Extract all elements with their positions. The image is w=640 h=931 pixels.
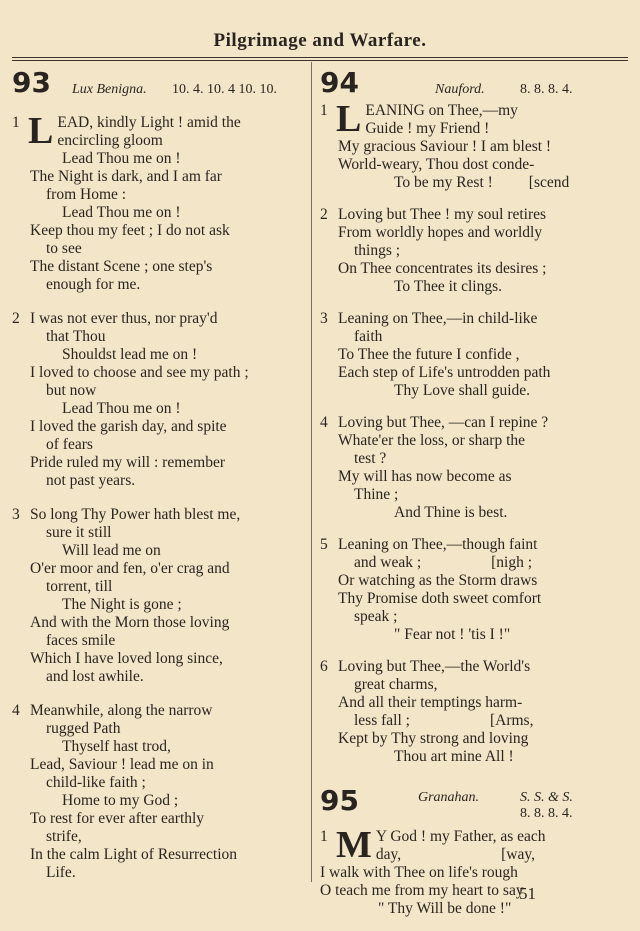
verse-line: And all their temptings harm-	[338, 694, 523, 711]
verse-line: " Fear not ! 'tis I !"	[394, 626, 511, 643]
verse-line: Which I have loved long since,	[30, 650, 223, 667]
verse-line: not past years.	[46, 472, 136, 489]
verse-line: Guide ! my Friend !	[365, 120, 490, 137]
verse-number: 1	[320, 102, 328, 119]
hymn-number: 93	[12, 66, 51, 99]
verse-line: Meanwhile, along the narrow	[30, 702, 213, 719]
verse-line: Pride ruled my will : remember	[30, 454, 225, 471]
header-rule-secondary	[12, 60, 628, 61]
verse-line: and weak ; [nigh ;	[354, 554, 533, 571]
meter: 8. 8. 8. 4.	[520, 806, 573, 821]
verse-line: Thyself hast trod,	[62, 738, 171, 755]
verse-line: So long Thy Power hath blest me,	[30, 506, 241, 523]
verse-94-2	[320, 206, 610, 296]
verse-line: Will lead me on	[62, 542, 161, 559]
meter: 8. 8. 8. 4.	[520, 82, 573, 97]
tune-name: Lux Benigna.	[72, 82, 147, 97]
verse-line: O'er moor and fen, o'er crag and	[30, 560, 230, 577]
verse-line: enough for me.	[46, 276, 141, 293]
verse-line: To Thee it clings.	[394, 278, 502, 295]
verse-line: less fall ; [Arms,	[354, 712, 534, 729]
verse-93-1	[12, 110, 300, 294]
meter: S. S. & S.	[520, 790, 573, 805]
verse-line: Y God ! my Father, as each	[375, 828, 546, 845]
verse-line: " Thy Will be done !"	[378, 900, 512, 917]
verse-line: to see	[46, 240, 82, 257]
verse-line: And with the Morn those loving	[30, 614, 230, 631]
header-rule	[12, 57, 628, 58]
verse-94-4	[320, 414, 610, 522]
hymn-94-heading	[320, 66, 610, 100]
verse-94-1	[320, 98, 610, 192]
verse-line: Lead Thou me on !	[62, 150, 181, 167]
verse-line: World-weary, Thou dost conde-	[338, 156, 535, 173]
verse-line: In the calm Light of Resurrection	[30, 846, 238, 863]
verse-line: Lead Thou me on !	[62, 400, 181, 417]
verse-line: The distant Scene ; one step's	[30, 258, 213, 275]
verse-line: day, [way,	[375, 846, 535, 863]
verse-line: faces smile	[46, 632, 116, 649]
verse-line: Thou art mine All !	[394, 748, 514, 765]
verse-line: My will has now become as	[338, 468, 512, 485]
verse-line: child-like faith ;	[46, 774, 146, 791]
verse-line: To Thee the future I confide ,	[338, 346, 520, 363]
verse-line: faith	[354, 328, 383, 345]
verse-line: Kept by Thy strong and loving	[338, 730, 529, 747]
verse-line: Loving but Thee ! my soul retires	[338, 206, 547, 223]
right-column	[320, 66, 610, 918]
verse-line: of fears	[46, 436, 93, 453]
verse-line: I loved to choose and see my path ;	[30, 364, 249, 381]
tune-name: Granahan.	[418, 790, 480, 805]
verse-line: strife,	[46, 828, 82, 845]
verse-line: test ?	[354, 450, 387, 467]
column-divider	[311, 62, 312, 882]
page-number: 51	[519, 884, 536, 903]
verse-line: Keep thou my feet ; I do not ask	[30, 222, 230, 239]
verse-line: Each step of Life's untrodden path	[338, 364, 551, 381]
verse-line: Thine ;	[354, 486, 399, 503]
verse-line: O teach me from my heart to say	[320, 882, 524, 899]
verse-line: I was not ever thus, nor pray'd	[30, 310, 218, 327]
verse-93-2	[12, 310, 300, 490]
verse-number: 2	[320, 206, 328, 223]
verse-line: To be my Rest ! [scend	[394, 174, 570, 191]
verse-number: 1	[320, 828, 328, 845]
verse-line: Leaning on Thee,—though faint	[338, 536, 538, 553]
verse-94-5	[320, 536, 610, 644]
verse-number: 4	[12, 702, 20, 719]
left-column	[12, 66, 300, 882]
drop-cap: L	[28, 110, 54, 152]
hymn-95-heading	[320, 784, 610, 824]
hymn-number: 95	[320, 784, 359, 817]
verse-line: that Thou	[46, 328, 106, 345]
verse-line: and lost awhile.	[46, 668, 144, 685]
verse-number: 5	[320, 536, 328, 553]
verse-line: Lead Thou me on !	[62, 204, 181, 221]
page-header: Pilgrimage and Warfare.	[213, 30, 427, 51]
verse-line: Shouldst lead me on !	[62, 346, 198, 363]
verse-line: Loving but Thee,—the World's	[338, 658, 531, 675]
hymn-number: 94	[320, 66, 359, 99]
verse-line: To rest for ever after earthly	[30, 810, 205, 827]
verse-94-6	[320, 658, 610, 766]
verse-94-3	[320, 310, 610, 400]
verse-93-3	[12, 506, 300, 686]
verse-number: 6	[320, 658, 328, 675]
tune-name: Nauford.	[435, 82, 485, 97]
verse-line: The Night is dark, and I am far	[30, 168, 222, 185]
verse-line: Leaning on Thee,—in child-like	[338, 310, 538, 327]
verse-line: Home to my God ;	[62, 792, 179, 809]
verse-line: My gracious Saviour ! I am blest !	[338, 138, 552, 155]
verse-line: Thy Promise doth sweet comfort	[338, 590, 542, 607]
verse-number: 3	[320, 310, 328, 327]
verse-line: On Thee concentrates its desires ;	[338, 260, 547, 277]
verse-line: things ;	[354, 242, 401, 259]
verse-line: Life.	[46, 864, 76, 881]
verse-line: from Home :	[46, 186, 127, 203]
verse-line: EAD, kindly Light ! amid the	[57, 114, 241, 131]
verse-line: encircling gloom	[57, 132, 163, 149]
verse-line: great charms,	[354, 676, 438, 693]
verse-line: speak ;	[354, 608, 398, 625]
drop-cap: L	[336, 98, 362, 140]
verse-line: but now	[46, 382, 97, 399]
verse-line: Thy Love shall guide.	[394, 382, 531, 399]
verse-line: sure it still	[46, 524, 112, 541]
drop-cap: M	[336, 824, 372, 866]
verse-line: torrent, till	[46, 578, 113, 595]
verse-line: And Thine is best.	[394, 504, 508, 521]
verse-line: rugged Path	[46, 720, 121, 737]
hymn-93-heading	[12, 66, 300, 100]
meter: 10. 4. 10. 4 10. 10.	[172, 82, 277, 97]
verse-line: The Night is gone ;	[62, 596, 182, 613]
verse-line: Or watching as the Storm draws	[338, 572, 538, 589]
verse-93-4	[12, 702, 300, 882]
verse-95-1	[320, 824, 610, 918]
verse-line: Whate'er the loss, or sharp the	[338, 432, 526, 449]
verse-line: Lead, Saviour ! lead me on in	[30, 756, 214, 773]
verse-number: 2	[12, 310, 20, 327]
verse-line: Loving but Thee, —can I repine ?	[338, 414, 549, 431]
verse-line: I loved the garish day, and spite	[30, 418, 227, 435]
verse-number: 1	[12, 114, 20, 131]
verse-number: 4	[320, 414, 328, 431]
verse-line: I walk with Thee on life's rough	[320, 864, 518, 881]
verse-line: EANING on Thee,—my	[365, 102, 518, 119]
verse-line: From worldly hopes and worldly	[338, 224, 543, 241]
verse-number: 3	[12, 506, 20, 523]
